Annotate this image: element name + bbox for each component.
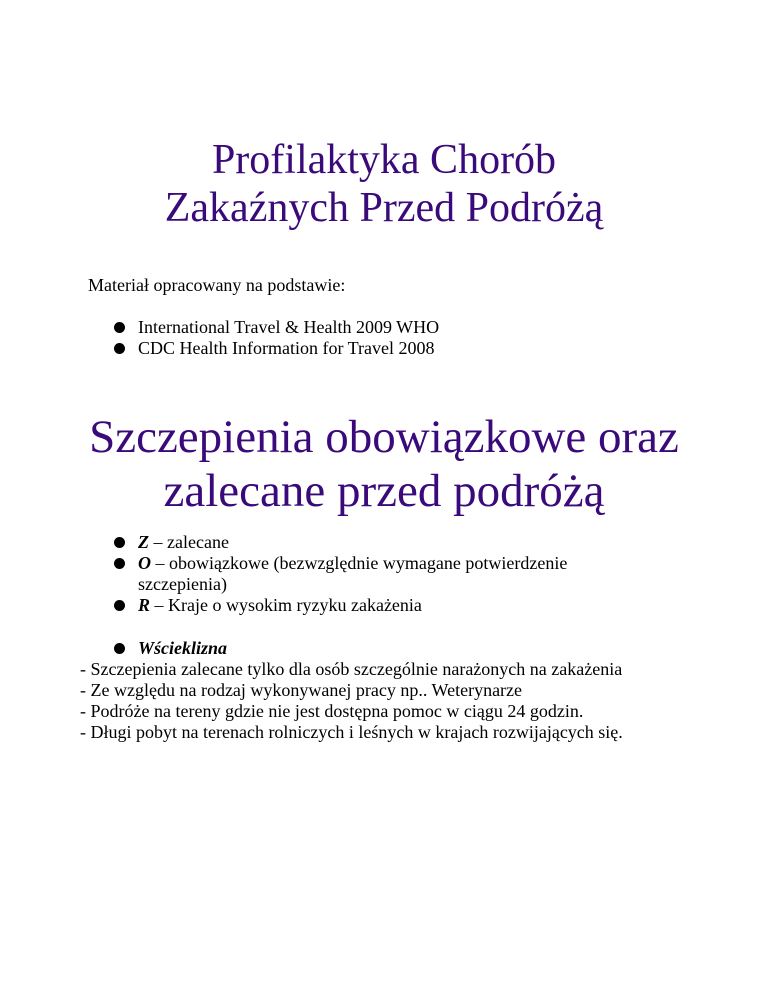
legend-text: – obowiązkowe (bezwzględnie wymagane potwierdzenie szczepienia) — [138, 553, 568, 594]
section-title-line-1: Szczepienia obowiązkowe oraz — [89, 411, 679, 463]
source-item — [0, 338, 658, 359]
sources-list — [0, 317, 658, 359]
legend-item — [0, 595, 658, 616]
main-title-line-2: Zakaźnych Przed Podróżą — [164, 185, 604, 231]
legend-text: – Kraje o wysokim ryzyku zakażenia — [150, 595, 422, 615]
bullet-dot-icon — [114, 558, 125, 569]
rabies-line: - Ze względu na rodzaj wykonywanej pracy np.. Weterynarze — [80, 680, 523, 700]
legend-item — [0, 532, 658, 553]
main-title — [0, 136, 768, 232]
main-title-line-1: Profilaktyka Chorób — [211, 137, 557, 183]
section-title-line-2: zalecane przed podróżą — [163, 465, 605, 517]
rabies-heading-item — [0, 638, 658, 659]
legend-item — [0, 553, 658, 595]
legend-code: O — [138, 553, 151, 573]
bullet-dot-icon — [114, 343, 125, 354]
rabies-line: - Podróże na tereny gdzie nie jest dostępna pomoc w ciągu 24 godzin. — [80, 701, 584, 721]
section-title — [0, 410, 768, 518]
rabies-heading: Wścieklizna — [138, 638, 228, 658]
legend-code: Z — [138, 532, 149, 552]
legend-code: R — [138, 595, 151, 615]
source-item — [0, 317, 658, 338]
rabies-heading-list — [0, 638, 658, 659]
bullet-dot-icon — [114, 643, 125, 654]
rabies-line: - Szczepienia zalecane tylko dla osób szczególnie narażonych na zakażenia — [80, 659, 623, 679]
bullet-dot-icon — [114, 600, 125, 611]
legend-list — [0, 532, 658, 616]
intro-text: Materiał opracowany na podstawie: — [88, 275, 346, 295]
bullet-dot-icon — [114, 537, 125, 548]
source-text: CDC Health Information for Travel 2008 — [138, 338, 435, 358]
source-text: International Travel & Health 2009 WHO — [138, 317, 440, 337]
legend-text: – zalecane — [149, 532, 229, 552]
rabies-line: - Długi pobyt na terenach rolniczych i leśnych w krajach rozwijających się. — [80, 722, 623, 742]
rabies-details — [80, 659, 680, 743]
bullet-dot-icon — [114, 322, 125, 333]
